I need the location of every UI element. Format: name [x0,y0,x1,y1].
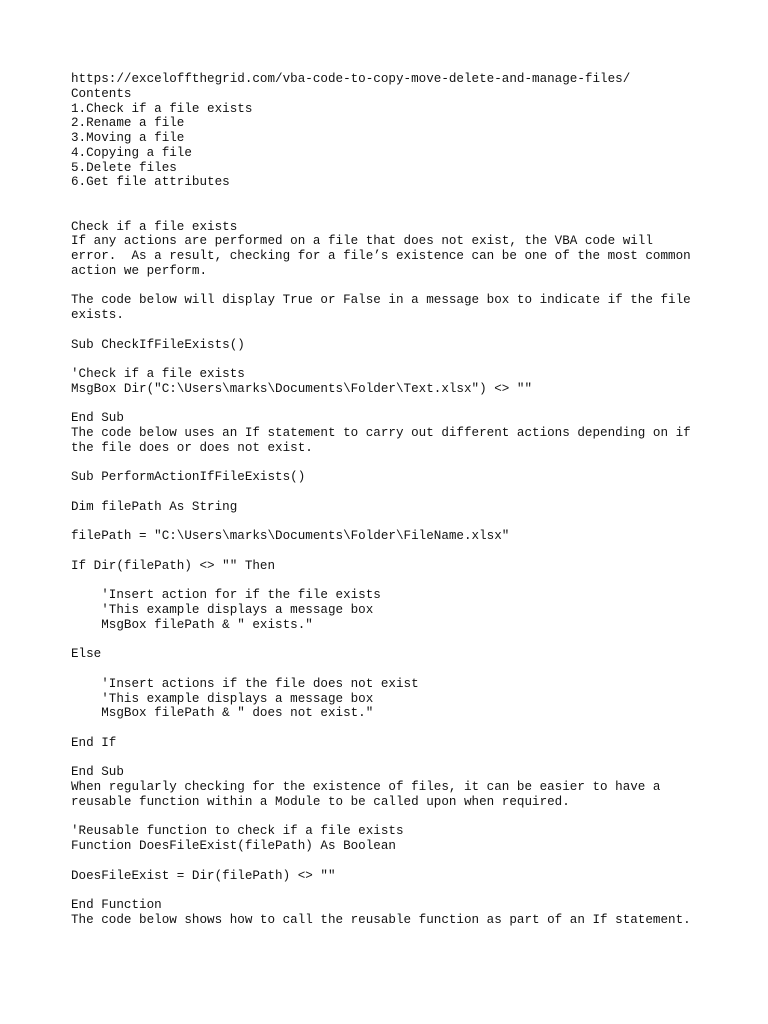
blank-line [71,205,731,220]
text-line: The code below shows how to call the reusable function as part of an If statement. [71,912,691,927]
text-line: MsgBox filePath & " does not exist." [71,706,374,721]
text-line: exists. [71,308,124,322]
text-line: MsgBox filePath & " exists." [71,617,313,632]
text-line: End Function [71,898,162,912]
blank-line [71,633,731,648]
blank-line [71,854,731,869]
blank-line [71,323,731,338]
text-line: reusable function within a Module to be called upon when required. [71,794,570,809]
text-line: 5.Delete files [71,160,177,175]
document-page [71,72,731,928]
text-line: Sub CheckIfFileExists() [71,337,245,352]
text-line: MsgBox Dir("C:\Users\marks\Documents\Folder\Text.xlsx") <> "" [71,381,533,396]
text-line: Dim filePath As String [71,499,238,514]
text-line: The code below uses an If statement to carry out different actions depending on if [71,426,691,440]
blank-line [71,662,731,677]
blank-line [71,279,731,294]
text-line: If any actions are performed on a file that does not exist, the VBA code will [71,234,653,249]
blank-line [71,190,731,205]
blank-line [71,352,731,367]
text-line: End If [71,735,117,750]
text-line: End Sub [71,765,124,780]
text-line: the file does or does not exist. [71,440,313,455]
text-line: https://exceloffthegrid.com/vba-code-to-copy-move-delete-and-manage-files/ [71,72,631,86]
text-line: End Sub [71,411,124,426]
text-line: 4.Copying a file [71,145,192,160]
text-line: When regularly checking for the existence of files, it can be easier to have a [71,780,661,794]
text-line: 6.Get file attributes [71,175,230,190]
text-line: 1.Check if a file exists [71,101,253,116]
text-line: Function DoesFileExist(filePath) As Boolean [71,839,396,853]
text-line: 2.Rename a file [71,116,185,131]
blank-line [71,721,731,736]
text-line: The code below will display True or False in a message box to indicate if the file [71,293,691,308]
blank-line [71,485,731,500]
text-line: 'Reusable function to check if a file exists [71,824,404,839]
text-line: If Dir(filePath) <> "" Then [71,558,276,573]
text-line: 'Insert action for if the file exists [71,588,381,603]
blank-line [71,810,731,825]
text-line: DoesFileExist = Dir(filePath) <> "" [71,868,336,883]
blank-line [71,397,731,412]
text-line: 3.Moving a file [71,131,185,145]
text-line: filePath = "C:\Users\marks\Documents\Folder\FileName.xlsx" [71,529,510,544]
blank-line [71,544,731,559]
text-line: 'Insert actions if the file does not exist [71,676,419,691]
blank-line [71,883,731,898]
text-line: 'This example displays a message box [71,691,374,706]
blank-line [71,515,731,530]
blank-line [71,751,731,766]
text-line: 'This example displays a message box [71,603,374,617]
blank-line [71,574,731,589]
text-line: Check if a file exists [71,219,238,234]
text-line: 'Check if a file exists [71,367,245,381]
blank-line [71,456,731,471]
text-line: Contents [71,86,132,101]
text-line: Else [71,647,102,662]
text-line: error. As a result, checking for a file’s existence can be one of the most common [71,249,691,263]
text-line: Sub PerformActionIfFileExists() [71,470,306,485]
text-line: action we perform. [71,263,208,278]
